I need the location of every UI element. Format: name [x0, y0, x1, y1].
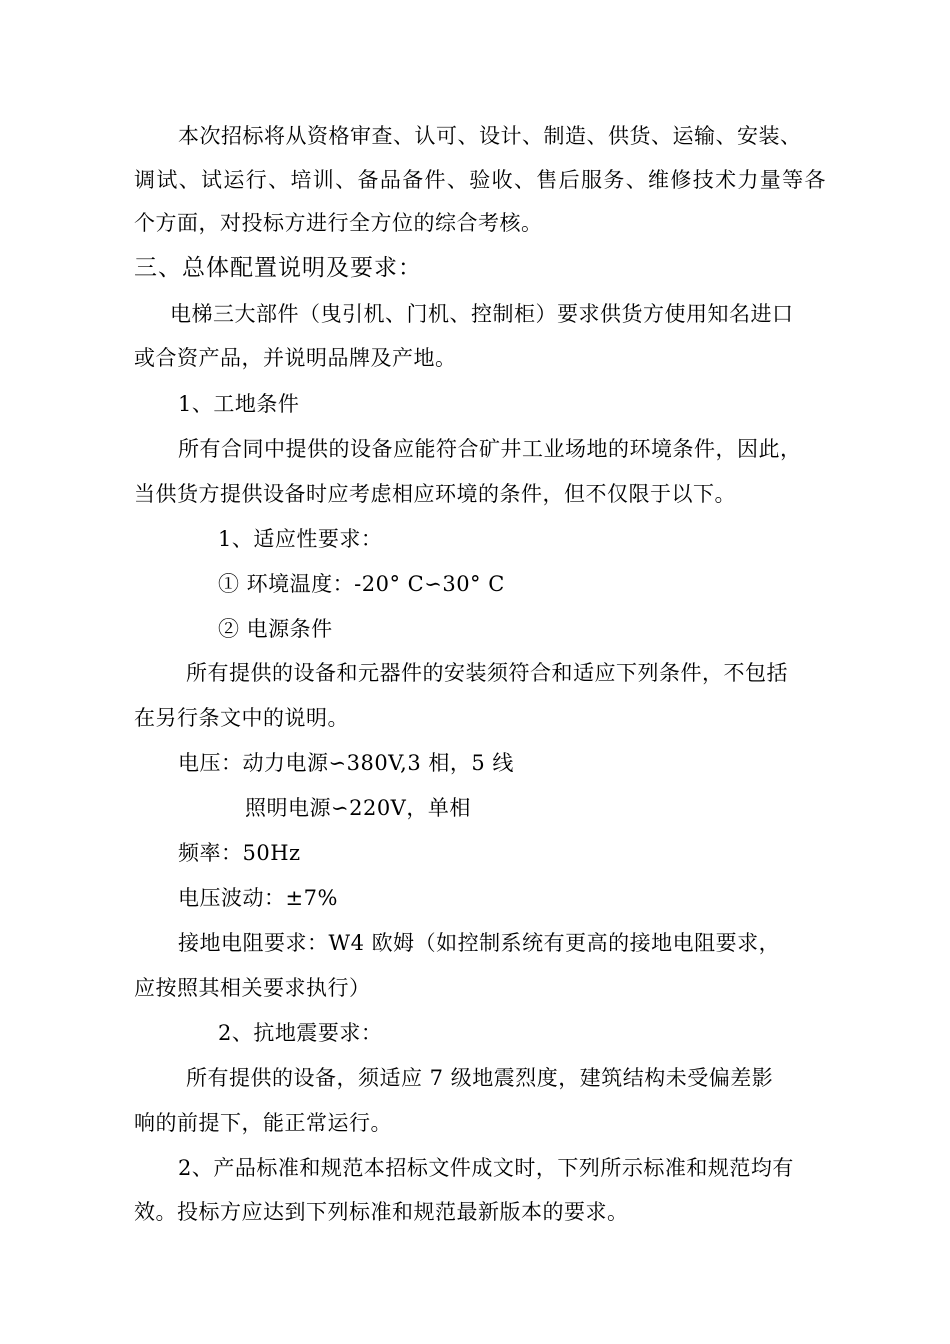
list-item: ① 环境温度：-20° C∽30° C — [218, 572, 505, 596]
section-heading: 三、总体配置说明及要求： — [134, 255, 422, 281]
list-item: ② 电源条件 — [218, 617, 333, 641]
paragraph-line: 个方面，对投标方进行全方位的综合考核。 — [134, 211, 543, 235]
paragraph-line: 所有提供的设备和元器件的安装须符合和适应下列条件，不包括 — [186, 661, 788, 685]
subsection-heading: 2、抗地震要求： — [218, 1021, 383, 1045]
spec-line: 电压波动：±7% — [178, 886, 338, 910]
paragraph-line: 电梯三大部件（曳引机、门机、控制柜）要求供货方使用知名进口 — [170, 302, 794, 326]
spec-line: 接地电阻要求：W4 欧姆（如控制系统有更高的接地电阻要求， — [178, 931, 781, 955]
spec-line: 照明电源∽220V，单相 — [245, 796, 471, 820]
spec-line: 电压：动力电源∽380V,3 相，5 线 — [178, 751, 514, 775]
paragraph-line: 在另行条文中的说明。 — [134, 706, 349, 730]
subsection-heading: 1、适应性要求： — [218, 527, 383, 551]
paragraph-line: 所有提供的设备，须适应 7 级地震烈度，建筑结构未受偏差影 — [186, 1066, 774, 1090]
paragraph-line: 效。投标方应达到下列标准和规范最新版本的要求。 — [134, 1200, 629, 1224]
spec-line: 频率：50Hz — [178, 841, 301, 865]
paragraph-line: 2、产品标准和规范本招标文件成文时，下列所示标准和规范均有 — [178, 1156, 794, 1180]
paragraph-line: 本次招标将从资格审查、认可、设计、制造、供货、运输、安装、 — [178, 124, 802, 148]
paragraph-line: 所有合同中提供的设备应能符合矿井工业场地的环境条件，因此， — [178, 437, 802, 461]
paragraph-line: 响的前提下，能正常运行。 — [134, 1111, 392, 1135]
subsection-heading: 1、工地条件 — [178, 392, 300, 416]
paragraph-line: 应按照其相关要求执行） — [134, 976, 371, 1000]
paragraph-line: 调试、试运行、培训、备品备件、验收、售后服务、维修技术力量等各 — [134, 168, 826, 192]
paragraph-line: 或合资产品，并说明品牌及产地。 — [134, 346, 457, 370]
paragraph-line: 当供货方提供设备时应考虑相应环境的条件，但不仅限于以下。 — [134, 482, 736, 506]
